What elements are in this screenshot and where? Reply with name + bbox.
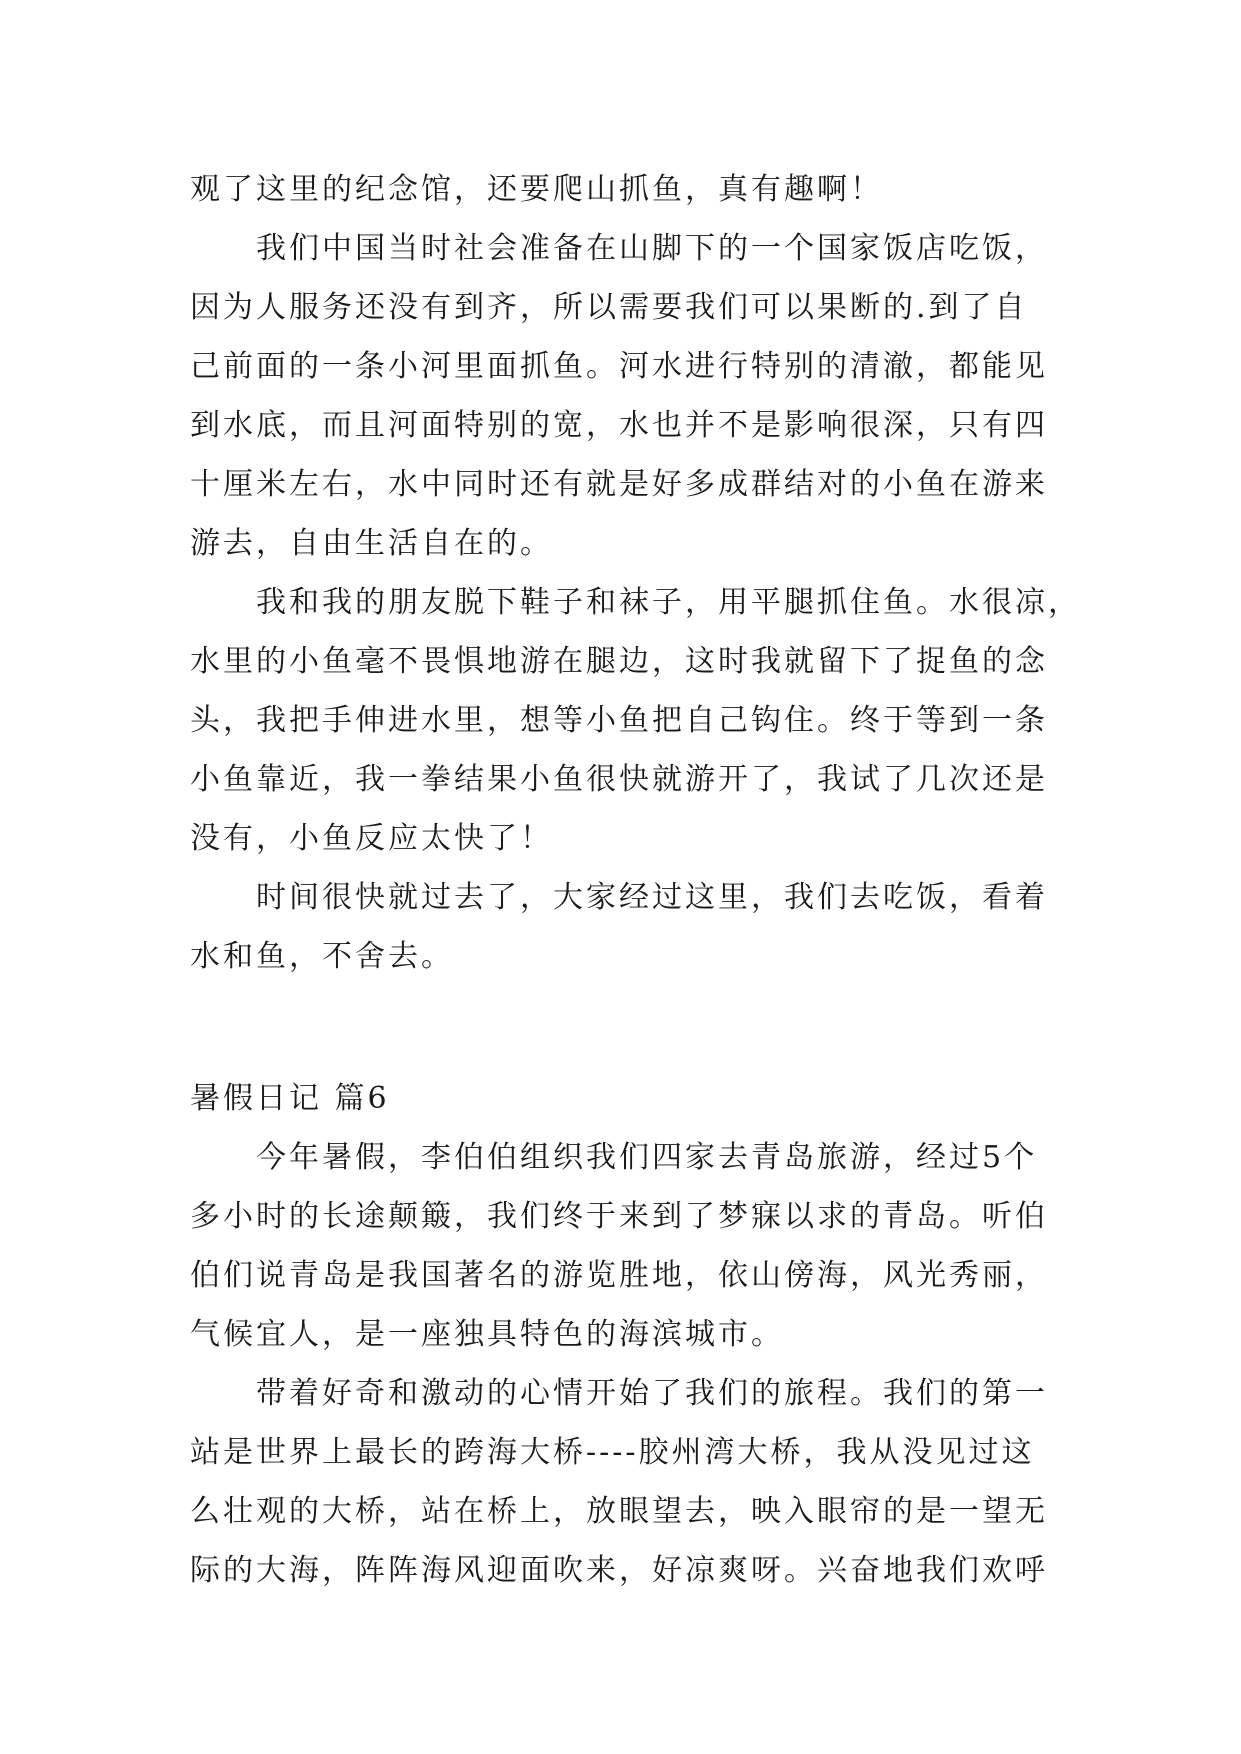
paragraph: [190, 1364, 1070, 1600]
text-line: 站是世界上最长的跨海大桥----胶州湾大桥，我从没见过这: [190, 1435, 1035, 1470]
text-line: 因为人服务还没有到齐，所以需要我们可以果断的.到了自: [190, 290, 1028, 325]
text-line: 气候宜人，是一座独具特色的海滨城市。: [190, 1317, 784, 1352]
text-line: 带着好奇和激动的心情开始了我们的旅程。我们的第一: [256, 1376, 1048, 1411]
paragraph: [190, 1128, 1070, 1364]
section-spacer: [190, 986, 1070, 1069]
text-line: 多小时的长途颠簸，我们终于来到了梦寐以求的青岛。听伯: [190, 1199, 1048, 1234]
paragraph: [190, 868, 1070, 986]
text-line: 游去，自由生活自在的。: [190, 526, 553, 561]
document-page: [190, 160, 1081, 1600]
text-line: 没有，小鱼反应太快了！: [190, 821, 553, 856]
text-line: 么壮观的大桥，站在桥上，放眼望去，映入眼帘的是一望无: [190, 1494, 1048, 1529]
text-line: 头，我把手伸进水里，想等小鱼把自己钩住。终于等到一条: [190, 703, 1048, 738]
text-line: 到水底，而且河面特别的宽，水也并不是影响很深，只有四: [190, 408, 1048, 443]
paragraph: [190, 219, 1070, 573]
text-line: 观了这里的纪念馆，还要爬山抓鱼，真有趣啊！: [190, 172, 883, 207]
section-heading: 暑假日记 篇6: [190, 1081, 390, 1116]
text-line: 水里的小鱼毫不畏惧地游在腿边，这时我就留下了捉鱼的念: [190, 644, 1048, 679]
text-line: 十厘米左右，水中同时还有就是好多成群结对的小鱼在游来: [190, 467, 1048, 502]
text-line: 今年暑假，李伯伯组织我们四家去青岛旅游，经过5个: [256, 1140, 1038, 1175]
text-line: 己前面的一条小河里面抓鱼。河水进行特别的清澈，都能见: [190, 349, 1048, 384]
text-line: 我和我的朋友脱下鞋子和袜子，用平腿抓住鱼。水很凉，: [256, 585, 1081, 620]
paragraph: [190, 573, 1081, 868]
text-line: 际的大海，阵阵海风迎面吹来，好凉爽呀。兴奋地我们欢呼: [190, 1553, 1048, 1588]
text-line: 我们中国当时社会准备在山脚下的一个国家饭店吃饭，: [256, 231, 1048, 266]
text-line: 小鱼靠近，我一拳结果小鱼很快就游开了，我试了几次还是: [190, 762, 1048, 797]
text-line: 水和鱼，不舍去。: [190, 939, 454, 974]
paragraph: [190, 160, 1070, 219]
text-line: 时间很快就过去了，大家经过这里，我们去吃饭，看着: [256, 880, 1048, 915]
text-line: 伯们说青岛是我国著名的游览胜地，依山傍海，风光秀丽，: [190, 1258, 1048, 1293]
